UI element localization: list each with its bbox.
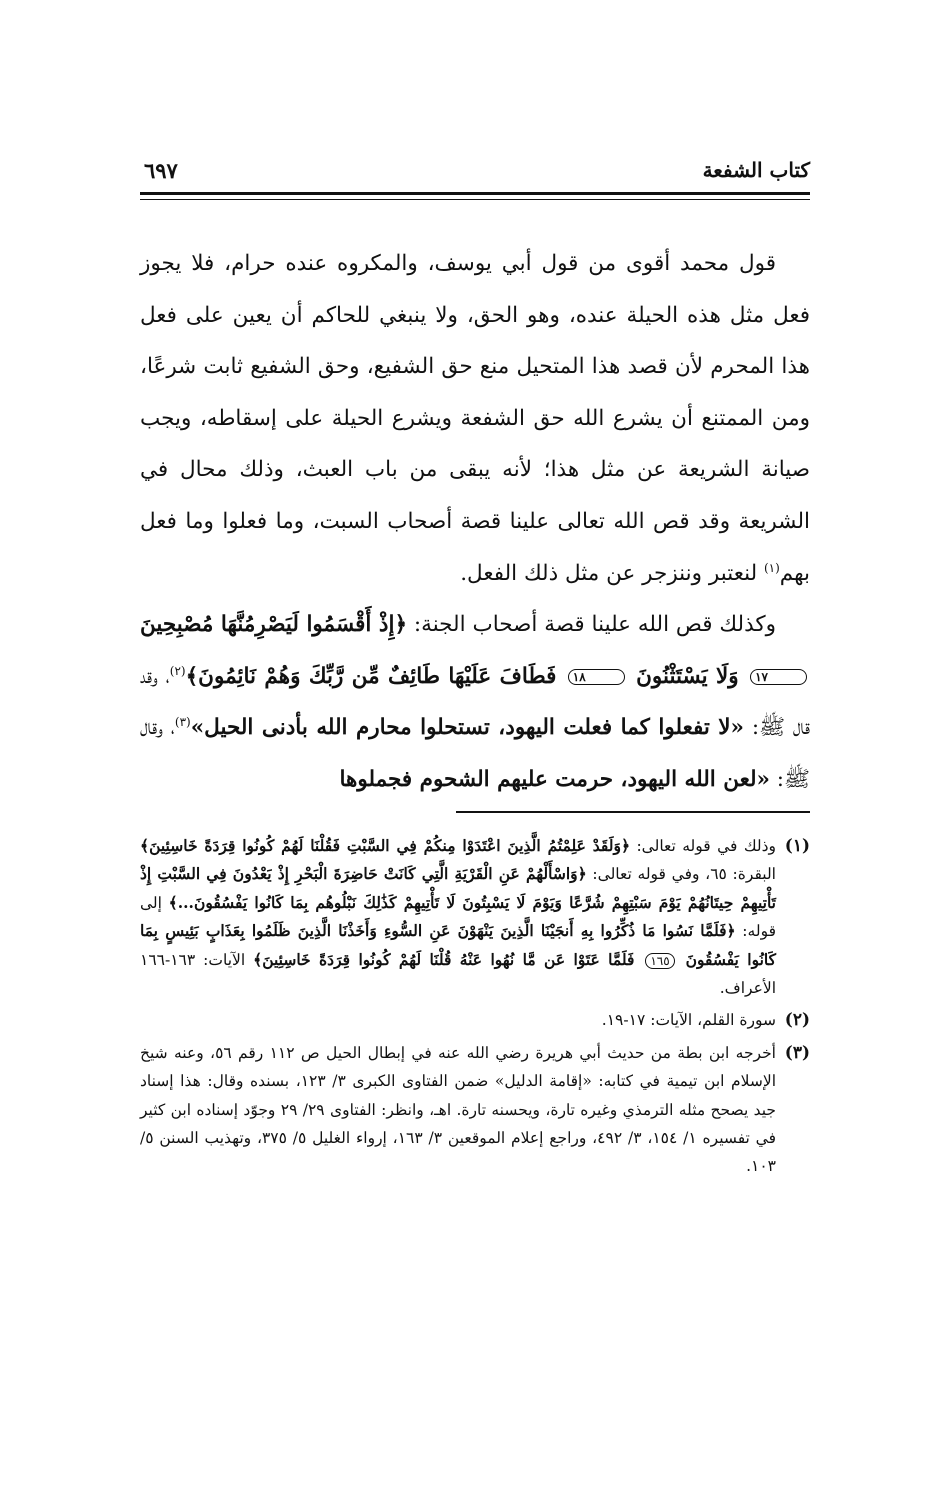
footnote-ref-1: (١) [763, 560, 780, 575]
quran-quote: ﴿إِذْ أَقْسَمُوا لَيَصْرِمُنَّهَا مُصْبِحِينَ ١٧ وَلَا يَسْتَثْنُونَ ١٨ فَطَافَ عَلَيْهَا طَائِفٌ مِّن رَّبِّكَ وَهُمْ نَائِمُونَ﴾ [140, 612, 810, 689]
footnote-separator [456, 811, 810, 813]
footnote-3: (٣) أخرجه ابن بطة من حديث أبي هريرة رضي الله عنه في إبطال الحيل ص ١١٢ رقم ٥٦، وعنه شيخ الإسلام ابن تيمية في كتابه: «إقامة الدليل» ضمن الفتاوى الكبرى ٣/ ١٢٣، بسنده وقال: هذا إسناد جيد يصحح مثله الترمذي وغيره تارة، ويحسنه تارة. اهـ، وانظر: الفتاوى ٢٩/ ٢٩ وجوّد إسناده ابن كثير في تفسيره ١/ ١٥٤، ٣/ ٤٩٢، وراجع إعلام الموقعين ٣/ ١٦٣، إرواء الغليل ٥/ ٣٧٥، وتهذيب السنن ٥/ ١٠٣. [140, 1039, 810, 1181]
footnote-ref-3: (٣) [174, 715, 191, 730]
aya-number: ١٨ [568, 669, 625, 685]
hadith-quote-1: «لا تفعلوا كما فعلت اليهود، تستحلوا محارم الله بأدنى الحيل» [190, 715, 744, 741]
footnote-1: (١) وذلك في قوله تعالى: ﴿وَلَقَدْ عَلِمْتُمُ الَّذِينَ اعْتَدَوْا مِنكُمْ فِي السَّبْتِ فَقُلْنَا لَهُمْ كُونُوا قِرَدَةً خَاسِئِينَ﴾ البقرة: ٦٥، وفي قوله تعالى: ﴿وَاسْأَلْهُمْ عَنِ الْقَرْيَةِ الَّتِي كَانَتْ حَاضِرَةَ الْبَحْرِ إِذْ يَعْدُونَ فِي السَّبْتِ إِذْ تَأْتِيهِمْ حِيتَانُهُمْ يَوْمَ سَبْتِهِمْ شُرَّعًا وَيَوْمَ لَا يَسْبِتُونَ لَا تَأْتِيهِمْ كَذَٰلِكَ نَبْلُوهُم بِمَا كَانُوا يَفْسُقُونَ...﴾ إلى قوله: ﴿فَلَمَّا نَسُوا مَا ذُكِّرُوا بِهِ أَنجَيْنَا الَّذِينَ يَنْهَوْنَ عَنِ السُّوءِ وَأَخَذْنَا الَّذِينَ ظَلَمُوا بِعَذَابٍ بَئِيسٍ بِمَا كَانُوا يَفْسُقُونَ ١٦٥ فَلَمَّا عَتَوْا عَن مَّا نُهُوا عَنْهُ قُلْنَا لَهُمْ كُونُوا قِرَدَةً خَاسِئِينَ﴾ الآيات: ١٦٣-١٦٦ الأعراف. [140, 832, 810, 1002]
footnotes [140, 832, 810, 1185]
chapter-title: كتاب الشفعة [702, 158, 810, 182]
footnote-number: (٣) [784, 1042, 810, 1063]
aya-number: ١٧ [750, 669, 807, 685]
footnote-number: (١) [784, 836, 810, 856]
footnote-2: (٢) سورة القلم، الآيات: ١٧-١٩. [140, 1006, 810, 1034]
running-header [140, 150, 810, 190]
aya-number: ١٦٥ [645, 953, 674, 969]
page-number: ٦٩٧ [144, 158, 178, 183]
footnote-number: (٢) [784, 1010, 810, 1031]
paragraph-1: قول محمد أقوى من قول أبي يوسف، والمكروه عنده حرام، فلا يجوز فعل مثل هذه الحيلة عنده، وهو الحق، ولا ينبغي للحاكم أن يعين على فعل هذا المحرم لأن قصد هذا المتحيل منع حق الشفيع، وحق الشفيع ثابت شرعًا، ومن الممتنع أن يشرع الله حق الشفعة ويشرع الحيلة على إسقاطه، ويجب صيانة الشريعة عن مثل هذا؛ لأنه يبقى من باب العبث، وذلك محال في الشريعة وقد قص الله تعالى علينا قصة أصحاب السبت، وما فعلوا وما فعل بهم$^{(١)}$ لنعتبر وننزجر عن مثل ذلك الفعل. [140, 251, 810, 586]
hadith-quote-2: «لعن الله اليهود، حرمت عليهم الشحوم فجملوها [339, 766, 770, 792]
header-rule-thick [140, 192, 810, 195]
header-rule-thin [140, 199, 810, 200]
footnote-ref-2: (٢) [169, 663, 186, 678]
paragraph-2: وكذلك قص الله علينا قصة أصحاب الجنة: ﴿إِذْ أَقْسَمُوا لَيَصْرِمُنَّهَا مُصْبِحِينَ ١٧ وَلَا يَسْتَثْنُونَ ١٨ فَطَافَ عَلَيْهَا طَائِفٌ مِّن رَّبِّكَ وَهُمْ نَائِمُونَ﴾$^{(٢)}$، وقد قال ﷺ: «لا تفعلوا كما فعلت اليهود، تستحلوا محارم الله بأدنى الحيل»$^{(٣)}$، وقال ﷺ: «لعن الله اليهود، حرمت عليهم الشحوم فجملوها [140, 612, 810, 792]
main-text [140, 238, 810, 806]
